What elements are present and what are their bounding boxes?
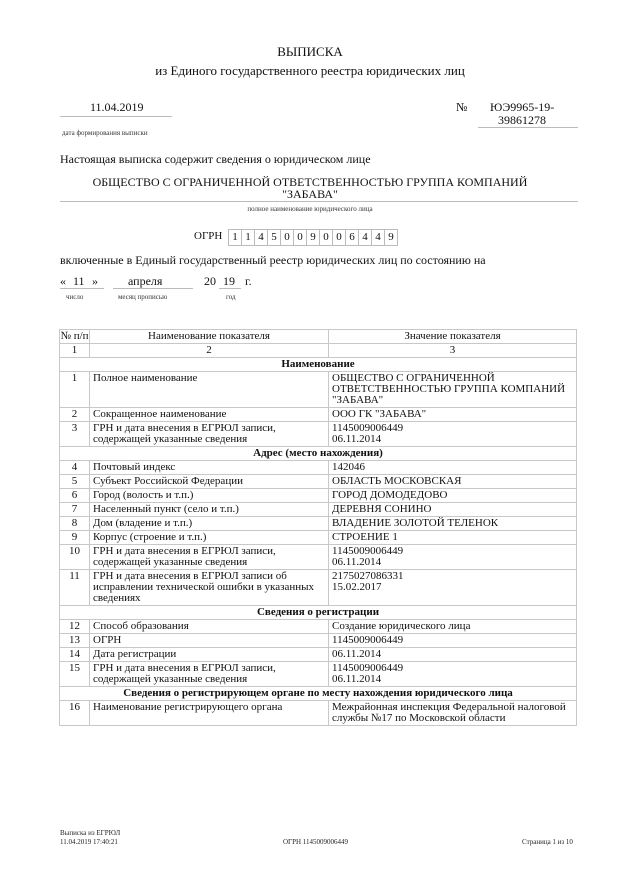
included-text: включенные в Единый государственный реестр юридических лиц по состоянию на xyxy=(60,253,486,267)
indicator-value xyxy=(329,372,577,408)
section-title: Сведения о регистрации xyxy=(60,606,577,620)
day-caption: число xyxy=(66,293,84,301)
footer-ogrn: ОГРН 1145009006449 xyxy=(283,838,349,846)
column-number-3: 3 xyxy=(329,344,577,358)
indicator-value-line: 1145009006449 xyxy=(332,662,404,674)
date-caption: дата формирования выписки xyxy=(62,129,148,137)
ogrn-digit: 9 xyxy=(306,229,320,246)
ogrn-digit: 0 xyxy=(293,229,307,246)
row-number: 5 xyxy=(60,475,90,489)
year-caption: год xyxy=(226,293,236,301)
row-number: 7 xyxy=(60,503,90,517)
section-title: Наименование xyxy=(60,358,577,372)
row-number: 16 xyxy=(60,701,90,726)
ogrn-digit: 6 xyxy=(345,229,359,246)
document-title: ВЫПИСКА xyxy=(277,44,343,59)
org-name-underline xyxy=(60,201,578,202)
row-number: 3 xyxy=(60,422,90,447)
header-number: № п/п xyxy=(60,330,89,342)
table-row xyxy=(60,408,577,422)
ogrn-digit: 1 xyxy=(241,229,255,246)
section-row xyxy=(60,687,577,701)
row-number: 9 xyxy=(60,531,90,545)
indicator-value xyxy=(329,545,577,570)
ogrn-digit: 9 xyxy=(384,229,398,246)
org-name-caption: полное наименование юридического лица xyxy=(247,205,373,213)
indicator-value-line: Создание юридического лица xyxy=(332,620,471,632)
column-number-1: 1 xyxy=(60,344,90,358)
indicator-name: Город (волость и т.п.) xyxy=(90,489,329,503)
table-row xyxy=(60,372,577,408)
indicator-name: Корпус (строение и т.п.) xyxy=(90,531,329,545)
footer-left-line2: 11.04.2019 17:40:21 xyxy=(60,838,118,846)
ogrn-digit-boxes xyxy=(229,229,398,246)
indicator-value-line: ВЛАДЕНИЕ ЗОЛОТОЙ ТЕЛЕНОК xyxy=(332,517,499,529)
year-suffix: 19 xyxy=(223,274,235,288)
column-number-2: 2 xyxy=(90,344,329,358)
state-day: 11 xyxy=(73,274,85,288)
year-unit: г. xyxy=(245,274,252,288)
year-underline xyxy=(219,288,241,289)
indicator-value-line: 1145009006449 xyxy=(332,422,404,434)
indicator-value-date: 06.11.2014 xyxy=(332,673,382,685)
ogrn-digit: 4 xyxy=(371,229,385,246)
extract-number-line1: ЮЭ9965-19- xyxy=(490,100,555,114)
row-number: 6 xyxy=(60,489,90,503)
ogrn-digit: 4 xyxy=(254,229,268,246)
table-row xyxy=(60,570,577,606)
register-table xyxy=(59,329,577,726)
indicator-name: Полное наименование xyxy=(90,372,329,408)
document-subtitle: из Единого государственного реестра юридических лиц xyxy=(155,63,465,78)
number-underline xyxy=(478,127,578,128)
table-row xyxy=(60,503,577,517)
row-number: 13 xyxy=(60,634,90,648)
indicator-value-line: ООО ГК "ЗАБАВА" xyxy=(332,408,427,420)
table-row xyxy=(60,422,577,447)
ogrn-digit: 1 xyxy=(228,229,242,246)
section-title: Адрес (место нахождения) xyxy=(60,447,577,461)
row-number: 14 xyxy=(60,648,90,662)
org-name-line1: ОБЩЕСТВО С ОГРАНИЧЕННОЙ ОТВЕТСТВЕННОСТЬЮ ГРУППА КОМПАНИЙ xyxy=(92,175,528,189)
table-row xyxy=(60,489,577,503)
row-number: 15 xyxy=(60,662,90,687)
indicator-value xyxy=(329,662,577,687)
indicator-name: ГРН и дата внесения в ЕГРЮЛ записи об исправлении технической ошибки в указанных сведениях xyxy=(90,570,329,606)
indicator-value xyxy=(329,701,577,726)
indicator-name: Способ образования xyxy=(90,620,329,634)
indicator-value xyxy=(329,620,577,634)
indicator-name: ГРН и дата внесения в ЕГРЮЛ записи, содержащей указанные сведения xyxy=(90,662,329,687)
indicator-value xyxy=(329,461,577,475)
indicator-name: Наименование регистрирующего органа xyxy=(90,701,329,726)
indicator-value-line: 06.11.2014 xyxy=(332,648,382,660)
indicator-value-line: ДЕРЕВНЯ СОНИНО xyxy=(332,503,432,515)
indicator-value-line: ОБЛАСТЬ МОСКОВСКАЯ xyxy=(332,475,462,487)
indicator-name: Сокращенное наименование xyxy=(90,408,329,422)
intro-text: Настоящая выписка содержит сведения о юридическом лице xyxy=(60,152,371,166)
table-row xyxy=(60,634,577,648)
indicator-value-line: ГОРОД ДОМОДЕДОВО xyxy=(332,489,448,501)
row-number: 12 xyxy=(60,620,90,634)
indicator-name: ГРН и дата внесения в ЕГРЮЛ записи, содержащей указанные сведения xyxy=(90,545,329,570)
table-row xyxy=(60,475,577,489)
table-row xyxy=(60,701,577,726)
row-number: 2 xyxy=(60,408,90,422)
day-close-quote: » xyxy=(92,274,98,288)
day-underline xyxy=(60,288,104,289)
indicator-value-line: СТРОЕНИЕ 1 xyxy=(332,531,398,543)
indicator-value-line: 1145009006449 xyxy=(332,545,404,557)
table-row xyxy=(60,662,577,687)
extract-number-line2: 39861278 xyxy=(498,113,546,127)
section-row xyxy=(60,358,577,372)
table-row xyxy=(60,517,577,531)
indicator-name: ГРН и дата внесения в ЕГРЮЛ записи, содержащей указанные сведения xyxy=(90,422,329,447)
indicator-value xyxy=(329,634,577,648)
indicator-name: Дата регистрации xyxy=(90,648,329,662)
day-open-quote: « xyxy=(60,274,66,288)
date-underline xyxy=(60,116,172,117)
extract-date: 11.04.2019 xyxy=(90,100,144,114)
ogrn-digit: 0 xyxy=(280,229,294,246)
footer-left-line1: Выписка из ЕГРЮЛ xyxy=(60,829,121,837)
table-row xyxy=(60,648,577,662)
state-month: апреля xyxy=(128,274,163,288)
ogrn-digit: 4 xyxy=(358,229,372,246)
month-caption: месяц прописью xyxy=(118,293,168,301)
section-title: Сведения о регистрирующем органе по месту нахождения юридического лица xyxy=(60,687,577,701)
indicator-name: Дом (владение и т.п.) xyxy=(90,517,329,531)
ogrn-label: ОГРН xyxy=(194,230,223,242)
indicator-value xyxy=(329,570,577,606)
indicator-name: ОГРН xyxy=(90,634,329,648)
indicator-name: Почтовый индекс xyxy=(90,461,329,475)
ogrn-digit: 0 xyxy=(319,229,333,246)
table-row xyxy=(60,461,577,475)
table-row xyxy=(60,531,577,545)
indicator-value xyxy=(329,517,577,531)
ogrn-digit: 0 xyxy=(332,229,346,246)
org-name-line2: "ЗАБАВА" xyxy=(282,187,338,201)
year-prefix: 20 xyxy=(204,274,216,288)
indicator-value xyxy=(329,503,577,517)
indicator-value xyxy=(329,408,577,422)
indicator-value-date: 06.11.2014 xyxy=(332,556,382,568)
row-number: 4 xyxy=(60,461,90,475)
indicator-value-date: 06.11.2014 xyxy=(332,433,382,445)
indicator-value-date: 15.02.2017 xyxy=(332,581,382,593)
section-row xyxy=(60,606,577,620)
number-sign: № xyxy=(456,100,468,114)
table-row xyxy=(60,545,577,570)
indicator-value-line: ОБЩЕСТВО С ОГРАНИЧЕННОЙ ОТВЕТСТВЕННОСТЬЮ ГРУППА КОМПАНИЙ "ЗАБАВА" xyxy=(332,372,566,406)
ogrn-digit: 5 xyxy=(267,229,281,246)
indicator-value xyxy=(329,475,577,489)
header-indicator-name: Наименование показателя xyxy=(90,330,329,344)
header-indicator-value: Значение показателя xyxy=(329,330,577,344)
table-row xyxy=(60,620,577,634)
footer-page-number: Страница 1 из 10 xyxy=(522,838,573,846)
register-table-body xyxy=(60,330,577,726)
row-number: 10 xyxy=(60,545,90,570)
indicator-value xyxy=(329,531,577,545)
indicator-value xyxy=(329,489,577,503)
row-number: 1 xyxy=(60,372,90,408)
indicator-value-line: 1145009006449 xyxy=(332,634,404,646)
month-underline xyxy=(113,288,193,289)
indicator-value-line: 142046 xyxy=(332,461,365,473)
row-number: 8 xyxy=(60,517,90,531)
column-numbers-row xyxy=(60,344,577,358)
indicator-name: Населенный пункт (село и т.п.) xyxy=(90,503,329,517)
indicator-value xyxy=(329,648,577,662)
row-number: 11 xyxy=(60,570,90,606)
section-row xyxy=(60,447,577,461)
indicator-value xyxy=(329,422,577,447)
indicator-value-line: Межрайонная инспекция Федеральной налоговой службы №17 по Московской области xyxy=(332,701,566,724)
indicator-name: Субъект Российской Федерации xyxy=(90,475,329,489)
table-header-row xyxy=(60,330,577,344)
indicator-value-line: 2175027086331 xyxy=(332,570,404,582)
